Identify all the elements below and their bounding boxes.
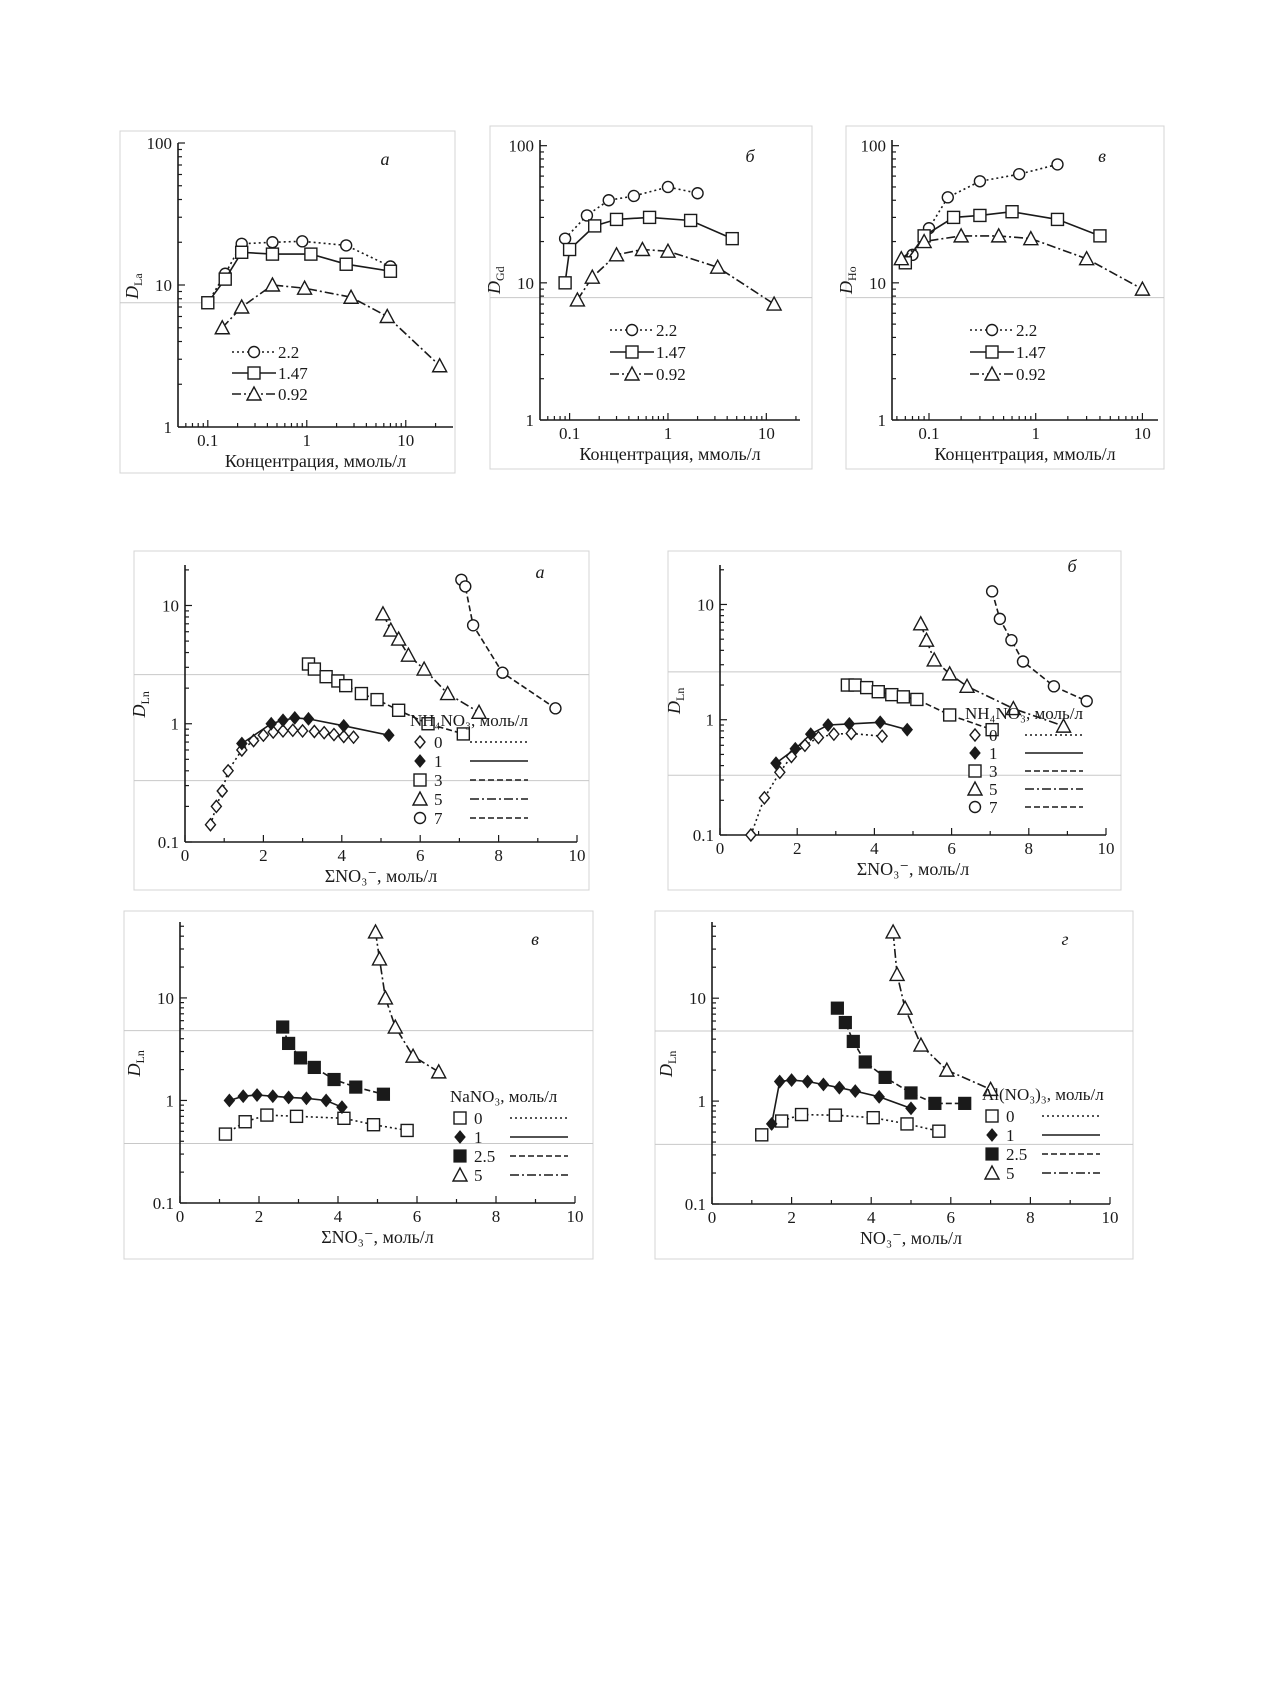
data-point	[829, 1109, 841, 1121]
x-tick-label: 8	[491, 1207, 501, 1226]
data-point	[393, 704, 405, 716]
y-axis-label	[484, 266, 507, 295]
x-axis-label: Концентрация, ммоль/л	[224, 451, 407, 471]
data-point	[320, 671, 332, 683]
legend-title: NH₄NO₃, моль/л	[965, 704, 1083, 723]
legend-label: 2.5	[474, 1147, 496, 1166]
data-point	[261, 1109, 273, 1121]
data-point	[662, 181, 673, 192]
chart-panel-top-c	[836, 126, 1164, 469]
data-point	[692, 188, 703, 199]
y-tick-label: 10	[517, 273, 534, 293]
y-tick-label: 100	[860, 136, 886, 156]
legend-label: 3	[989, 762, 998, 781]
x-tick-label: 10	[757, 424, 775, 443]
y-tick-label: 0.1	[684, 1195, 706, 1214]
data-point	[756, 1129, 768, 1141]
x-tick-label: 6	[946, 1208, 956, 1227]
data-point	[1014, 169, 1025, 180]
data-point	[297, 236, 308, 247]
data-point	[308, 663, 320, 675]
legend-label: 1	[1006, 1126, 1015, 1145]
y-axis-label	[664, 688, 687, 715]
chart-panel-bot-d	[655, 911, 1133, 1259]
data-point	[929, 1097, 941, 1109]
data-point	[911, 693, 923, 705]
y-tick-label: 10	[869, 273, 886, 293]
y-tick-label: 100	[146, 134, 172, 153]
data-point	[831, 1002, 843, 1014]
x-tick-label: 4	[866, 1208, 876, 1227]
data-point	[377, 1088, 389, 1100]
x-tick-label: 10	[1101, 1208, 1119, 1227]
x-tick-label: 6	[412, 1207, 422, 1226]
legend-label: 5	[989, 780, 998, 799]
y-tick-label: 1	[697, 1092, 706, 1112]
y-axis-label-sub: Ln	[138, 691, 152, 705]
legend-label: 5	[434, 790, 443, 809]
legend-label: 7	[989, 798, 998, 817]
data-point	[559, 277, 571, 289]
chart-panel-top-b	[484, 126, 812, 469]
x-tick-label: 0.1	[197, 431, 219, 450]
y-axis-label-sub: Ln	[665, 1050, 679, 1064]
data-point	[401, 1124, 413, 1136]
y-tick-label: 10	[697, 595, 714, 615]
y-tick-label: 10	[162, 596, 179, 616]
y-axis-label	[836, 266, 859, 295]
legend-label: 1.47	[656, 343, 686, 362]
y-axis-label-main: D	[124, 1063, 144, 1077]
legend-label: 0	[474, 1109, 483, 1128]
panel-label: б	[1067, 556, 1077, 576]
legend-label: 5	[474, 1166, 483, 1185]
panel-label: в	[531, 929, 539, 949]
data-point	[236, 246, 248, 258]
data-point	[384, 265, 396, 277]
data-point	[219, 1128, 231, 1140]
data-point	[219, 273, 231, 285]
data-point	[1052, 159, 1063, 170]
y-tick-label: 10	[689, 989, 706, 1009]
legend-marker	[414, 774, 426, 786]
data-point	[1018, 656, 1029, 667]
x-tick-label: 10	[397, 431, 415, 450]
panel-label: в	[1098, 146, 1106, 166]
y-axis-label-main: D	[836, 281, 856, 294]
data-point	[987, 586, 998, 597]
data-point	[944, 709, 956, 721]
legend-label: 1	[474, 1128, 483, 1147]
data-point	[468, 620, 479, 631]
x-tick-label: 8	[1026, 1208, 1035, 1227]
legend-marker	[970, 802, 981, 813]
x-tick-label: 0.1	[558, 424, 581, 443]
data-point	[350, 1081, 362, 1093]
data-point	[849, 679, 861, 691]
y-axis-label-main: D	[129, 704, 149, 718]
data-point	[338, 1112, 350, 1124]
data-point	[202, 297, 214, 309]
data-point	[1051, 213, 1063, 225]
legend-label: 2.2	[1016, 321, 1038, 340]
data-point	[460, 581, 471, 592]
data-point	[685, 214, 697, 226]
legend-marker	[249, 347, 260, 358]
x-tick-label: 2	[259, 846, 268, 865]
y-axis-label-sub: Ho	[845, 266, 859, 281]
y-tick-label: 1	[170, 714, 179, 734]
legend-label: 1	[434, 752, 443, 771]
x-axis-label: ΣNO₃⁻, моль/л	[321, 1227, 434, 1247]
y-tick-label: 1	[705, 710, 714, 730]
panel-label: г	[1061, 929, 1069, 949]
x-tick-label: 2	[787, 1208, 796, 1227]
legend-label: 3	[434, 771, 443, 790]
panel-label: а	[380, 149, 390, 169]
legend-marker	[986, 346, 998, 358]
legend-label: 2.5	[1006, 1145, 1028, 1164]
data-point	[861, 682, 873, 694]
data-point	[974, 176, 985, 187]
x-axis-label: ΣNO₃⁻, моль/л	[324, 866, 438, 886]
data-point	[897, 691, 909, 703]
data-point	[886, 689, 898, 701]
legend-label: 0.92	[278, 385, 308, 404]
data-point	[305, 248, 317, 260]
x-tick-label: 1	[1031, 424, 1040, 443]
legend-label: 5	[1006, 1164, 1015, 1183]
chart-panel-mid-a	[129, 551, 589, 890]
data-point	[355, 688, 367, 700]
data-point	[283, 1037, 295, 1049]
data-point	[948, 211, 960, 223]
legend-label: 7	[434, 809, 443, 828]
data-point	[933, 1125, 945, 1137]
legend-marker	[248, 367, 260, 379]
data-point	[267, 237, 278, 248]
data-point	[839, 1017, 851, 1029]
data-point	[340, 680, 352, 692]
y-tick-label: 100	[508, 136, 534, 156]
y-tick-label: 0.1	[692, 826, 714, 845]
x-tick-label: 6	[947, 839, 956, 858]
data-point	[905, 1087, 917, 1099]
legend-label: 0	[1006, 1107, 1015, 1126]
y-tick-label: 0.1	[152, 1194, 174, 1213]
legend-marker	[969, 765, 981, 777]
data-point	[564, 244, 576, 256]
legend-label: 1.47	[278, 364, 308, 383]
legend-marker	[986, 1148, 998, 1160]
data-point	[277, 1021, 289, 1033]
data-point	[294, 1052, 306, 1064]
x-tick-label: 4	[333, 1207, 343, 1226]
data-point	[371, 694, 383, 706]
chart-panel-mid-b	[664, 551, 1121, 890]
x-tick-label: 4	[870, 839, 879, 858]
data-point	[867, 1112, 879, 1124]
y-axis-label-sub: La	[131, 273, 145, 286]
legend-label: 1	[989, 744, 998, 763]
data-point	[341, 240, 352, 251]
legend-label: 2.2	[656, 321, 678, 340]
data-point	[628, 190, 639, 201]
x-tick-label: 8	[494, 846, 503, 865]
y-axis-label-sub: Ln	[133, 1050, 147, 1064]
x-tick-label: 0	[180, 846, 190, 865]
x-tick-label: 1	[302, 431, 312, 450]
data-point	[942, 192, 953, 203]
legend-marker	[986, 1110, 998, 1122]
y-axis-label-main: D	[664, 701, 684, 714]
data-point	[872, 686, 884, 698]
data-point	[550, 703, 561, 714]
data-point	[879, 1071, 891, 1083]
x-axis-label: Концентрация, ммоль/л	[579, 444, 761, 464]
data-point	[239, 1116, 251, 1128]
data-point	[291, 1110, 303, 1122]
y-tick-label: 10	[155, 276, 172, 295]
data-point	[1006, 635, 1017, 646]
data-point	[266, 248, 278, 260]
legend-marker	[627, 325, 638, 336]
x-axis-label: ΣNO₃⁻, моль/л	[856, 859, 970, 879]
x-tick-label: 10	[1097, 839, 1115, 858]
y-axis-label-main: D	[122, 286, 142, 299]
data-point	[847, 1035, 859, 1047]
y-tick-label: 1	[525, 411, 534, 430]
legend-label: 0.92	[1016, 365, 1046, 384]
y-tick-label: 1	[877, 411, 886, 430]
data-point	[1006, 206, 1018, 218]
legend-title: NH₄NO₃, моль/л	[410, 711, 528, 730]
y-tick-label: 1	[163, 418, 172, 437]
data-point	[726, 233, 738, 245]
data-point	[859, 1056, 871, 1068]
legend-label: 0.92	[656, 365, 686, 384]
data-point	[1094, 230, 1106, 242]
data-point	[796, 1109, 808, 1121]
y-tick-label: 1	[165, 1091, 174, 1111]
x-tick-label: 0	[707, 1208, 717, 1227]
panel-label: а	[535, 562, 545, 582]
x-tick-label: 0	[175, 1207, 185, 1226]
data-point	[611, 213, 623, 225]
chart-panel-top-a	[120, 131, 455, 473]
x-tick-label: 2	[792, 839, 802, 858]
y-axis-label-main: D	[484, 281, 504, 294]
data-point	[308, 1061, 320, 1073]
x-tick-label: 2	[254, 1207, 264, 1226]
data-point	[603, 195, 614, 206]
legend-label: 0	[989, 726, 998, 745]
y-axis-label	[129, 691, 152, 718]
data-point	[560, 233, 571, 244]
chart-panel-bot-c	[124, 911, 593, 1259]
y-axis-label-sub: Ln	[673, 687, 687, 701]
data-point	[497, 667, 508, 678]
data-point	[328, 1074, 340, 1086]
data-point	[776, 1115, 788, 1127]
x-tick-label: 0.1	[918, 424, 940, 443]
legend-title: Al(NO₃)₃, моль/л	[982, 1085, 1104, 1104]
data-point	[901, 1118, 913, 1130]
data-point	[974, 209, 986, 221]
data-point	[959, 1097, 971, 1109]
data-point	[368, 1119, 380, 1131]
legend-title: NaNO₃, моль/л	[450, 1087, 558, 1106]
x-axis-label: Концентрация, ммоль/л	[934, 444, 1116, 464]
data-point	[644, 211, 656, 223]
x-tick-label: 10	[1133, 424, 1151, 443]
x-tick-label: 4	[337, 846, 347, 865]
y-tick-label: 0.1	[157, 833, 179, 852]
legend-marker	[987, 325, 998, 336]
x-axis-label: NO₃⁻, моль/л	[859, 1228, 963, 1248]
legend-label: 2.2	[278, 343, 300, 362]
legend-label: 0	[434, 733, 443, 752]
x-tick-label: 10	[566, 1207, 584, 1226]
x-tick-label: 10	[568, 846, 586, 865]
y-tick-label: 10	[157, 988, 174, 1008]
data-point	[589, 220, 601, 232]
legend-marker	[454, 1112, 466, 1124]
legend-label: 1.47	[1016, 343, 1046, 362]
panel-label: б	[745, 146, 755, 166]
legend-marker	[626, 346, 638, 358]
x-tick-label: 1	[663, 424, 673, 443]
x-tick-label: 0	[715, 839, 725, 858]
data-point	[340, 258, 352, 270]
data-point	[1048, 681, 1059, 692]
x-tick-label: 8	[1024, 839, 1034, 858]
y-axis-label-sub: Gd	[493, 266, 507, 281]
y-axis-label-main: D	[656, 1064, 676, 1077]
x-tick-label: 6	[415, 846, 425, 865]
legend-marker	[415, 813, 426, 824]
legend-marker	[454, 1150, 466, 1162]
data-point	[994, 613, 1005, 624]
